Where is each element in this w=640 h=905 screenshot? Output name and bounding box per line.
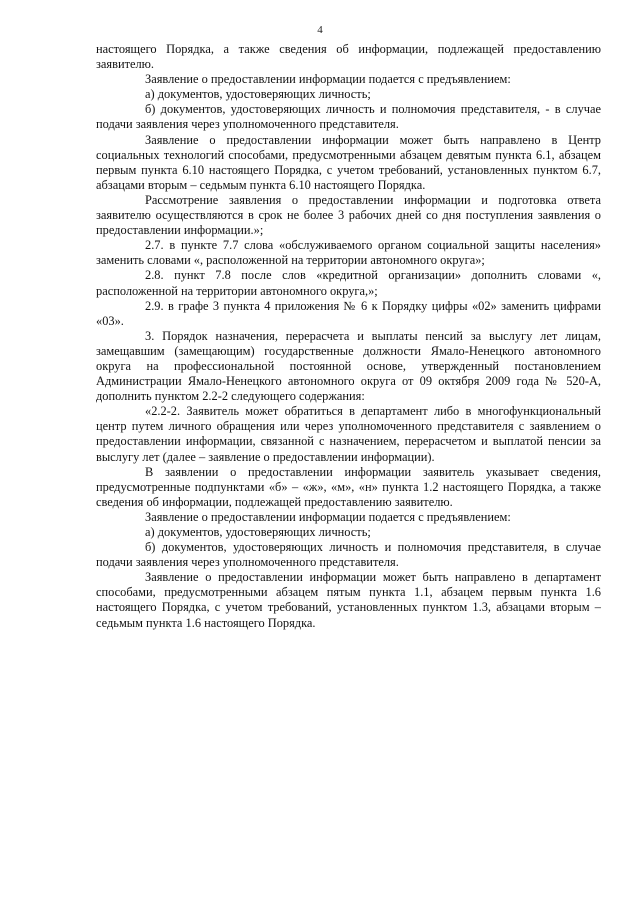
paragraph: Заявление о предоставлении информации подается с предъявлением: — [145, 509, 511, 524]
document-body — [96, 42, 601, 631]
paragraph: В заявлении о предоставлении информации заявитель указывает сведения, предусмотренные подпунктами «б» – «ж», «м», «н» пункта 1.2 настоящего Порядка, а также сведения об информации, подлежащей предоставлению заявителю. — [96, 464, 601, 509]
paragraph: б) документов, удостоверяющих личность и полномочия представителя, - в случае подачи заявления через уполномоченного представителя. — [96, 102, 601, 132]
paragraph: б) документов, удостоверяющих личность и полномочия представителя, в случае подачи заявления через уполномоченного представителя. — [96, 540, 601, 570]
paragraph: 2.9. в графе 3 пункта 4 приложения № 6 к Порядку цифры «02» заменить цифрами «03». — [96, 298, 601, 328]
paragraph: 2.8. пункт 7.8 после слов «кредитной организации» дополнить словами «, расположенной на территории автономного округа,»; — [96, 268, 601, 298]
paragraph: а) документов, удостоверяющих личность; — [145, 525, 371, 539]
paragraph: «2.2-2. Заявитель может обратиться в департамент либо в многофункциональный центр путем личного обращения или через уполномоченного представителя с заявлением о предоставлении информации, связанной с назначением, перерасчетом и выплатой пенсии за выслугу лет (далее – заявление о предоставлении информации). — [96, 404, 601, 464]
paragraph: Рассмотрение заявления о предоставлении информации и подготовка ответа заявителю осуществляются в срок не более 3 рабочих дней со дня поступления заявления о предоставлении информации.»; — [96, 192, 601, 238]
paragraph: 3. Порядок назначения, перерасчета и выплаты пенсий за выслугу лет лицам, замещавшим (замещающим) государственные должности Ямало-Ненецкого автономного округа на профессиональной постоянной основе, утвержденный постановлением Администрации Ямало-Ненецкого автономного округа от 09 октября 2009 года № 520-А, дополнить пунктом 2.2-2 следующего содержания: — [96, 328, 601, 404]
paragraph: Заявление о предоставлении информации может быть направлено в департамент способами, предусмотренными абзацем пятым пункта 1.1, абзацем первым пункта 1.6 настоящего Порядка, с учетом требований, установленных пунктом 1.3, абзацами вторым – седьмым пункта 1.6 настоящего Порядка. — [96, 570, 601, 630]
paragraph: 2.7. в пункте 7.7 слова «обслуживаемого органом социальной защиты населения» заменить словами «, расположенной на территории автономного округа»; — [96, 238, 601, 268]
paragraph: настоящего Порядка, а также сведения об информации, подлежащей предоставлению заявителю. — [96, 42, 601, 72]
paragraph: Заявление о предоставлении информации подается с предъявлением: — [145, 72, 511, 87]
paragraph: а) документов, удостоверяющих личность; — [145, 87, 371, 102]
page-number: 4 — [317, 24, 323, 36]
paragraph: Заявление о предоставлении информации может быть направлено в Центр социальных технологий способами, предусмотренными абзацем девятым пункта 6.1, абзацем первым пункта 6.10 настоящего Порядка, с учетом требований, установленных пунктом 6.7, абзацами вторым – седьмым пункта 6.10 настоящего Порядка. — [96, 132, 601, 192]
